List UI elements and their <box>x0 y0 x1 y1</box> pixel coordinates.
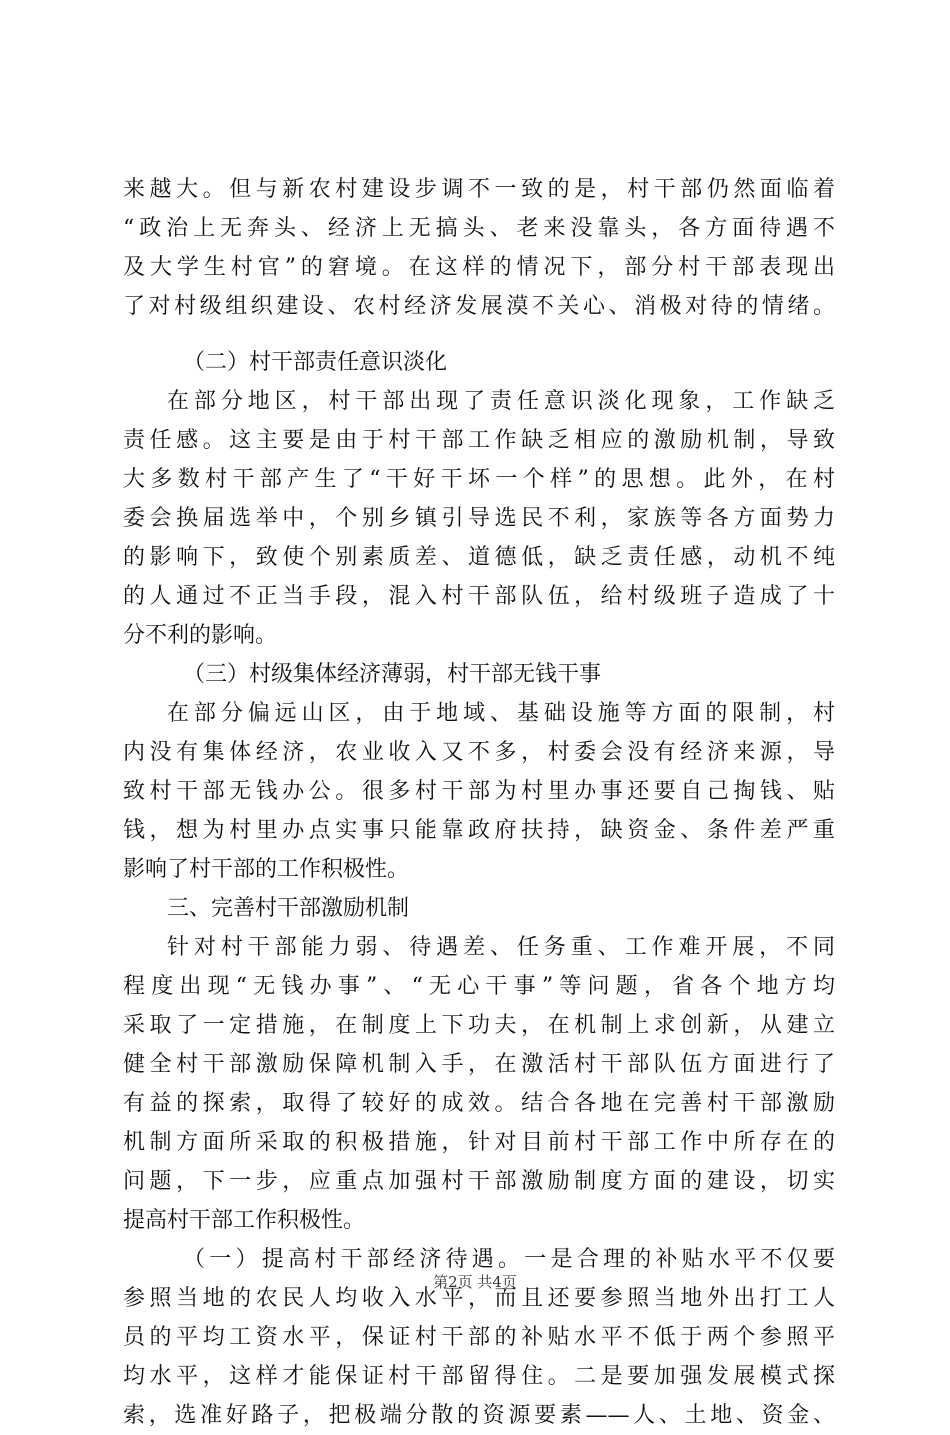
text-line: 采取了一定措施，在制度上下功夫，在机制上求创新，从建立 <box>123 1013 835 1038</box>
document-body <box>123 170 835 1435</box>
text-line: 机制方面所采取的积极措施，针对目前村干部工作中所存在的 <box>123 1130 835 1155</box>
text-line: 参照当地的农民人均收入水平，而且还要参照当地外出打工人 <box>123 1286 835 1311</box>
text-line: 提高村干部工作积极性。 <box>123 1208 366 1233</box>
text-line: 责任感。这主要是由于村干部工作缺乏相应的激励机制，导致 <box>123 428 835 453</box>
text-line: 内没有集体经济，农业收入又不多，村委会没有经济来源，导 <box>123 740 835 765</box>
text-line: 索，选准好路子，把极端分散的资源要素——人、土地、资金、 <box>123 1403 835 1428</box>
text-line: 的人通过不正当手段，混入村干部队伍，给村级班子造成了十 <box>123 584 835 609</box>
text-line: 的影响下，致使个别素质差、道德低，缺乏责任感，动机不纯 <box>123 545 835 570</box>
text-line: （一）提高村干部经济待遇。一是合理的补贴水平不仅要 <box>183 1247 835 1272</box>
text-line: 了对村级组织建设、农村经济发展漠不关心、消极对待的情绪。 <box>123 294 835 319</box>
text-line: 大多数村干部产生了“干好干坏一个样”的思想。此外，在村 <box>123 467 835 492</box>
text-line: 问题，下一步，应重点加强村干部激励制度方面的建设，切实 <box>123 1169 835 1194</box>
text-line: 员的平均工资水平，保证村干部的补贴水平不低于两个参照平 <box>123 1325 835 1350</box>
section-heading: 三、完善村干部激励机制 <box>167 896 410 921</box>
page-number-footer: 第2页 共4页 <box>433 1273 517 1291</box>
text-line: 影响了村干部的工作积极性。 <box>123 857 410 882</box>
text-line: 委会换届选举中，个别乡镇引导选民不利，家族等各方面势力 <box>123 506 835 531</box>
text-line: “政治上无奔头、经济上无搞头、老来没靠头，各方面待遇不 <box>123 216 835 241</box>
paragraph-gap <box>123 326 835 343</box>
text-line: 针对村干部能力弱、待遇差、任务重、工作难开展，不同 <box>167 935 835 960</box>
text-line: 来越大。但与新农村建设步调不一致的是，村干部仍然面临着 <box>123 177 835 202</box>
text-line: 分不利的影响。 <box>123 623 278 648</box>
text-line: 致村干部无钱办公。很多村干部为村里办事还要自己掏钱、贴 <box>123 779 835 804</box>
text-line: 及大学生村官”的窘境。在这样的情况下，部分村干部表现出 <box>123 255 835 280</box>
text-line: 健全村干部激励保障机制入手，在激活村干部队伍方面进行了 <box>123 1052 835 1077</box>
text-line: 均水平，这样才能保证村干部留得住。二是要加强发展模式探 <box>123 1364 835 1389</box>
text-line: 在部分偏远山区，由于地域、基础设施等方面的限制，村 <box>167 701 835 726</box>
section-heading: （二）村干部责任意识淡化 <box>183 350 448 375</box>
text-line: 有益的探索，取得了较好的成效。结合各地在完善村干部激励 <box>123 1091 835 1116</box>
text-line: 在部分地区，村干部出现了责任意识淡化现象，工作缺乏 <box>167 389 835 414</box>
text-line: 钱，想为村里办点实事只能靠政府扶持，缺资金、条件差严重 <box>123 818 835 843</box>
text-line: 程度出现“无钱办事”、“无心干事”等问题，省各个地方均 <box>123 974 835 999</box>
section-heading: （三）村级集体经济薄弱，村干部无钱干事 <box>183 662 602 687</box>
